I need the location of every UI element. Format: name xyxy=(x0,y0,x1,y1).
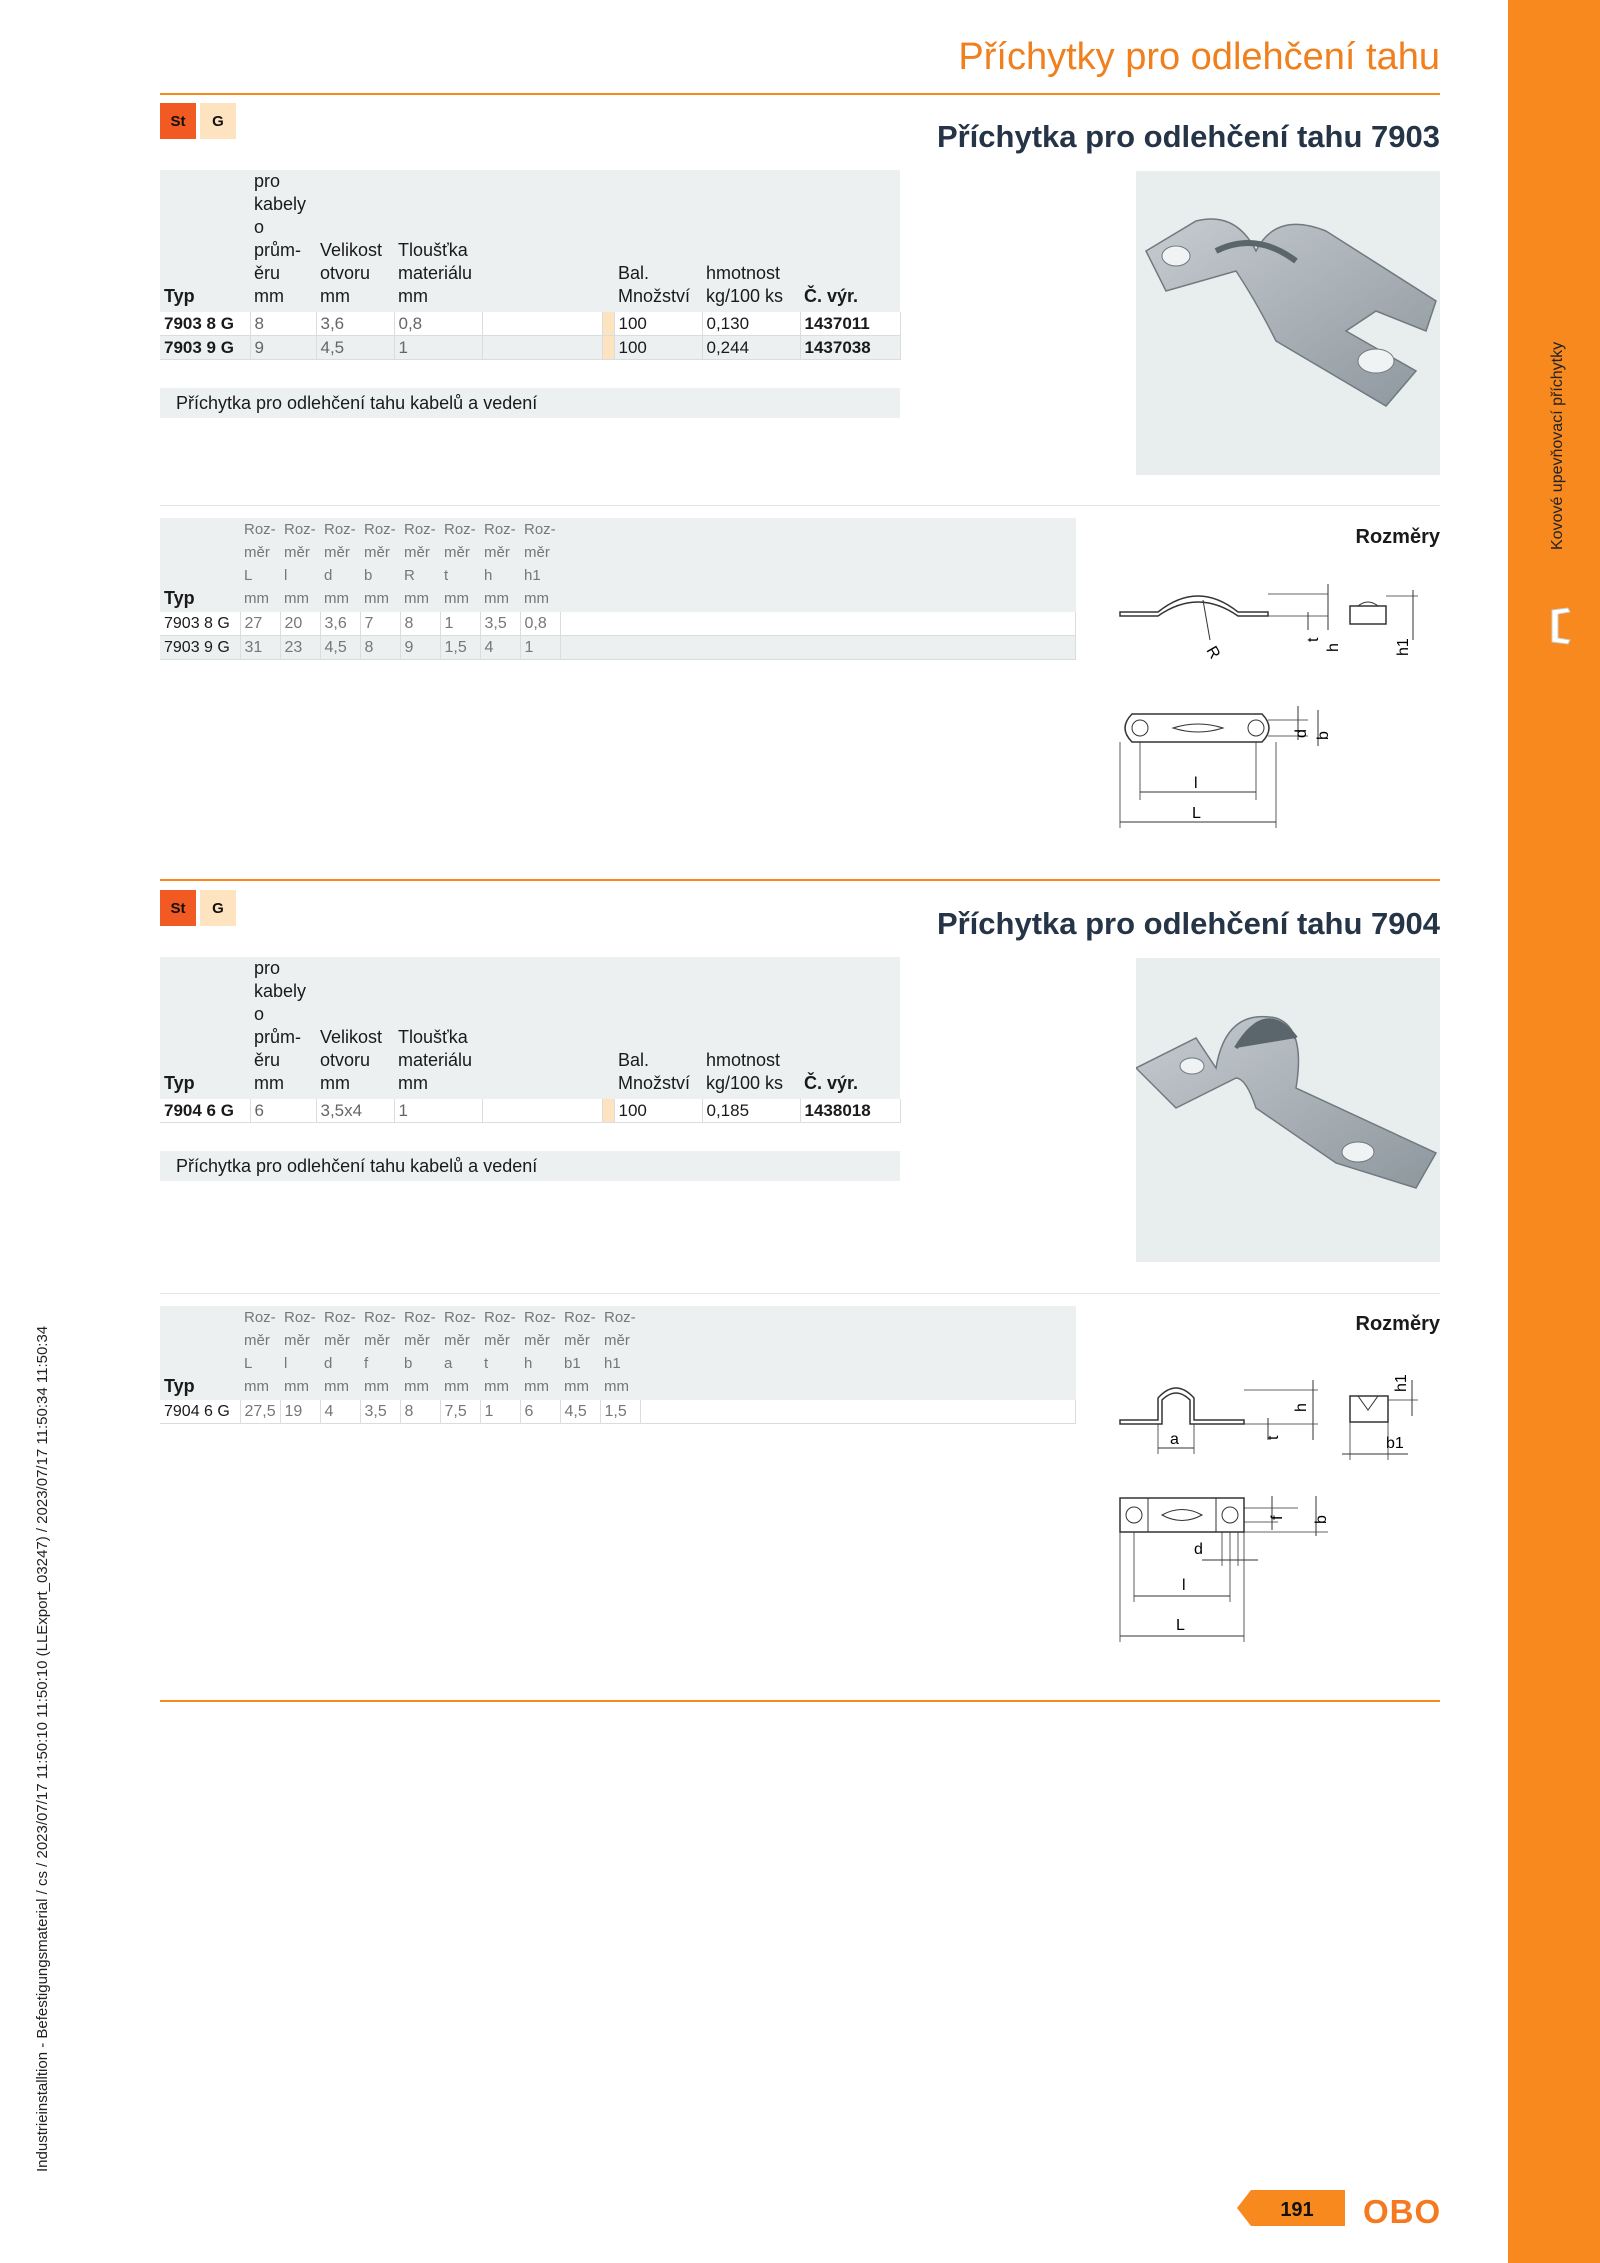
header-sep xyxy=(602,957,614,1099)
svg-text:h1: h1 xyxy=(1395,638,1412,656)
svg-text:l: l xyxy=(1182,1577,1186,1594)
obo-logo: OBO xyxy=(1363,2193,1442,2230)
svg-text:t: t xyxy=(1265,1435,1282,1440)
svg-text:R: R xyxy=(1202,643,1224,663)
dim-header-t: Roz- měr t mm xyxy=(440,518,480,612)
table-row: 7903 8 G 27 20 3,6 7 8 1 3,5 0,8 xyxy=(160,612,1076,636)
svg-text:a: a xyxy=(1170,1431,1179,1448)
header-empty xyxy=(482,170,602,312)
export-footer: Industrieinstalltion - Befestigungsmaterial / cs / 2023/07/17 11:50:10 11:50:10 (LLExport_03247) / 2023/07/17 11:50:34 11:50:34 xyxy=(34,1325,51,2172)
clamp-photo-icon xyxy=(1136,171,1440,475)
table-row: 7903 9 G 9 4,5 1 100 0,244 1437038 xyxy=(160,336,900,360)
clamp-icon xyxy=(1546,602,1580,650)
dim-header-d: Roz- měr d mm xyxy=(320,518,360,612)
header-pack: Bal. Množství xyxy=(614,170,702,312)
svg-text:t: t xyxy=(1305,637,1322,642)
sidebar-band xyxy=(1508,0,1600,2263)
dim-header-h: Roz- měr h mm xyxy=(520,1306,560,1400)
product-table xyxy=(160,957,901,1123)
header-typ: Typ xyxy=(160,170,250,312)
dimension-drawing-side xyxy=(1118,1360,1438,1470)
page-number: 191 xyxy=(1280,2198,1314,2221)
table-row: 7904 6 G 6 3,5x4 1 100 0,185 1438018 xyxy=(160,1099,900,1123)
header-hole: Velikost otvoru mm xyxy=(316,957,394,1099)
dim-header-f: Roz- měr f mm xyxy=(360,1306,400,1400)
dim-header-d: Roz- měr d mm xyxy=(320,1306,360,1400)
dim-header-R: Roz- měr R mm xyxy=(400,518,440,612)
header-thickness: Tloušťka materiálu mm xyxy=(394,170,482,312)
material-badge-st: St xyxy=(160,890,196,926)
svg-text:f: f xyxy=(1269,1515,1286,1520)
product-description: Příchytka pro odlehčení tahu kabelů a vedení xyxy=(160,388,900,418)
header-diameter: pro kabely o prům- ěru mm xyxy=(250,957,316,1099)
header-typ: Typ xyxy=(160,957,250,1099)
dimension-table xyxy=(160,518,1076,660)
header-weight: hmotnost kg/100 ks xyxy=(702,957,800,1099)
svg-text:d: d xyxy=(1293,729,1310,738)
dim-header-h1: Roz- měr h1 mm xyxy=(520,518,560,612)
table-row: 7903 9 G 31 23 4,5 8 9 1,5 4 1 xyxy=(160,636,1076,660)
dim-header-b1: Roz- měr b1 mm xyxy=(560,1306,600,1400)
dimensions-title: Rozměry xyxy=(1355,1313,1440,1335)
dimension-drawing-side xyxy=(1118,570,1438,670)
dimension-drawing-top xyxy=(1118,1490,1358,1650)
section-divider xyxy=(160,505,1440,506)
svg-text:L: L xyxy=(1192,805,1201,822)
table-row: 7903 8 G 8 3,6 0,8 100 0,130 1437011 xyxy=(160,312,900,336)
dim-header-b: Roz- měr b mm xyxy=(360,518,400,612)
dim-header-L: Roz- měr L mm xyxy=(240,518,280,612)
sidebar-category-text: Kovové upevňovací příchytky xyxy=(1549,341,1566,550)
product-table xyxy=(160,170,901,360)
finish-badge-g: G xyxy=(200,103,236,139)
dim-header-typ: Typ xyxy=(160,518,240,612)
svg-text:d: d xyxy=(1194,1541,1203,1558)
header-diameter: pro kabely o prům- ěru mm xyxy=(250,170,316,312)
finish-badge-g: G xyxy=(200,890,236,926)
dim-header-h1: Roz- měr h1 mm xyxy=(600,1306,640,1400)
dim-header-l: Roz- měr l mm xyxy=(280,518,320,612)
section-divider xyxy=(160,1293,1440,1294)
dim-header-b: Roz- měr b mm xyxy=(400,1306,440,1400)
section-rule xyxy=(160,1700,1440,1702)
dim-header-h: Roz- měr h mm xyxy=(480,518,520,612)
table-row: 7904 6 G 27,5 19 4 3,5 8 7,5 1 6 4,5 1,5 xyxy=(160,1400,1076,1424)
svg-text:b: b xyxy=(1313,1515,1330,1524)
svg-text:h1: h1 xyxy=(1393,1374,1410,1392)
svg-text:l: l xyxy=(1194,775,1198,792)
dim-header-L: Roz- měr L mm xyxy=(240,1306,280,1400)
product-title: Příchytka pro odlehčení tahu 7903 xyxy=(936,119,1440,154)
product-photo-7904 xyxy=(1136,958,1440,1262)
dim-header-typ: Typ xyxy=(160,1306,240,1400)
svg-text:b1: b1 xyxy=(1386,1435,1404,1452)
header-thickness: Tloušťka materiálu mm xyxy=(394,957,482,1099)
svg-text:h: h xyxy=(1325,643,1342,652)
dimension-table xyxy=(160,1306,1076,1424)
section-rule xyxy=(160,879,1440,881)
dimensions-title: Rozměry xyxy=(1355,526,1440,548)
clamp-photo-icon xyxy=(1136,958,1440,1262)
svg-text:L: L xyxy=(1176,1617,1185,1634)
dim-header-l: Roz- měr l mm xyxy=(280,1306,320,1400)
header-article: Č. výr. xyxy=(800,170,900,312)
material-badge-st: St xyxy=(160,103,196,139)
header-hole: Velikost otvoru mm xyxy=(316,170,394,312)
page-title: Příchytky pro odlehčení tahu xyxy=(958,36,1440,78)
dim-header-t: Roz- měr t mm xyxy=(480,1306,520,1400)
dimension-drawing-top xyxy=(1118,700,1358,835)
header-sep xyxy=(602,170,614,312)
header-empty xyxy=(482,957,602,1099)
header-weight: hmotnost kg/100 ks xyxy=(702,170,800,312)
dim-header-a: Roz- měr a mm xyxy=(440,1306,480,1400)
svg-text:b: b xyxy=(1315,731,1332,740)
header-article: Č. výr. xyxy=(800,957,900,1099)
header-pack: Bal. Množství xyxy=(614,957,702,1099)
title-rule xyxy=(160,93,1440,95)
product-title: Příchytka pro odlehčení tahu 7904 xyxy=(936,906,1440,941)
svg-text:h: h xyxy=(1293,1403,1310,1412)
product-description: Příchytka pro odlehčení tahu kabelů a vedení xyxy=(160,1151,900,1181)
product-photo-7903 xyxy=(1136,171,1440,475)
